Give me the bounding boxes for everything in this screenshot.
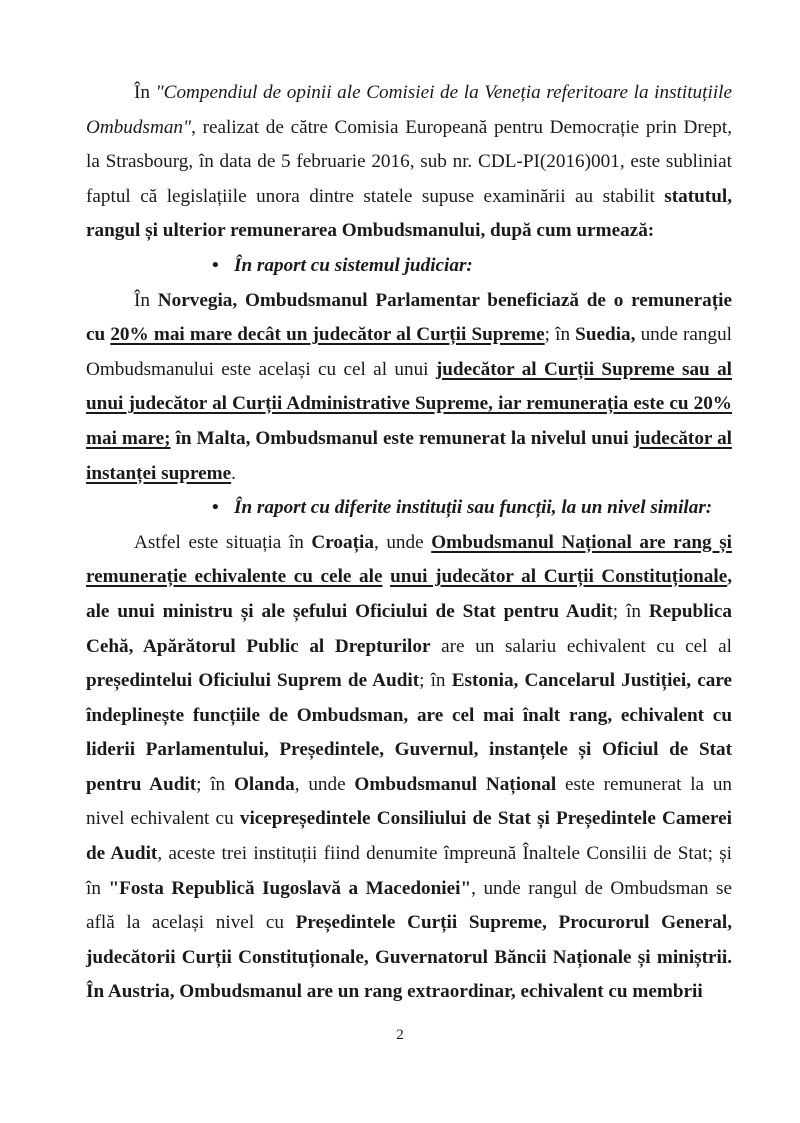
underlined-run: 20% mai mare decât un judecător al Curții Supreme bbox=[110, 324, 545, 346]
paragraph-judicial bbox=[86, 284, 732, 492]
text-run: ; în bbox=[419, 670, 452, 692]
compendium-title: "Compendiul de opinii ale Comisiei de la Veneția referitoare la instituțiile Ombudsman" bbox=[86, 82, 732, 138]
text-run: Astfel este situația în bbox=[134, 531, 312, 553]
text-run: unde rangul Ombudsmanului este același cu cel al unui bbox=[86, 324, 733, 380]
bullet-institutions bbox=[86, 491, 732, 526]
bold-run: în Malta, Ombudsmanul este remunerat la nivelul unui bbox=[170, 427, 634, 449]
bold-run: "Fosta Republică Iugoslavă a Macedoniei" bbox=[108, 877, 472, 899]
text-run: În bbox=[134, 289, 158, 311]
bold-run: Suedia, bbox=[575, 324, 636, 346]
text-run: , unde bbox=[294, 773, 355, 795]
text-run: are un salariu echivalent cu cel al bbox=[430, 635, 732, 657]
page-number: 2 bbox=[396, 1027, 404, 1043]
text-run: este remunerat la un nivel echivalent cu bbox=[86, 773, 733, 830]
bold-run: statutul, rangul și ulterior remunerarea Ombudsmanului, după cum urmează: bbox=[86, 185, 732, 242]
text-run bbox=[382, 566, 390, 587]
bold-run: Norvegia, Ombudsmanul Parlamentar beneficiază de o remunerație cu bbox=[86, 289, 733, 346]
underlined-run: Ombudsmanul Național are rang și remunerație echivalente cu cele ale bbox=[86, 531, 732, 588]
paragraph-institutions bbox=[86, 526, 732, 1010]
text-run: ; în bbox=[612, 600, 649, 622]
bullet-label: În raport cu diferite instituții sau funcții, la un nivel similar: bbox=[234, 497, 713, 519]
underlined-run: judecător al instanței supreme bbox=[86, 427, 733, 484]
paragraph-compendium bbox=[86, 76, 732, 249]
underlined-run: judecător al Curții Supreme sau al unui judecător al Curții Administrative Supreme, iar remunerația este cu 20% mai mare; bbox=[86, 358, 732, 449]
text-run: , unde rangul de Ombudsman se află la același nivel cu bbox=[86, 877, 732, 934]
text-run: , realizat de către Comisia Europeană pentru Democrație prin Drept, la Strasbourg, în data de 5 februarie 2016, sub nr. CDL-PI(2016)001, este subliniat faptul că legislațiile unora dintre statele supuse examinării au stabilit bbox=[86, 116, 732, 207]
bullet-icon: • bbox=[212, 254, 219, 276]
bullet-judicial bbox=[86, 249, 732, 284]
bold-run: Republica Cehă, Apărătorul Public al Drepturilor bbox=[86, 600, 732, 657]
text-run: În bbox=[134, 82, 156, 103]
bold-run: Estonia, Cancelarul Justiției, care îndeplinește funcțiile de Ombudsman, are cel mai înalt rang, echivalent cu liderii Parlamentului, Președintele, Guvernul, instanțele și Oficiul de Stat pentru Audit bbox=[86, 670, 733, 795]
bold-run: președintelui Oficiului Suprem de Audit bbox=[86, 670, 420, 692]
bold-run: , ale unui ministru și ale șefului Oficiului de Stat pentru Audit bbox=[86, 566, 733, 622]
text-run: , aceste trei instituții fiind denumite împreună Înaltele Consilii de Stat; și în bbox=[86, 843, 732, 899]
bold-run: Președintele Curții Supreme, Procurorul General, judecătorii Curții Constituționale, Guvernatorul Băncii Naționale și miniștrii. În Austria, Ombudsmanul are un rang extraordinar, echivalent cu membrii bbox=[86, 912, 732, 1003]
text-run: ; în bbox=[196, 773, 234, 795]
bullet-label: În raport cu sistemul judiciar: bbox=[234, 254, 473, 276]
bold-run: Olanda bbox=[233, 773, 295, 795]
underlined-run: unui judecător al Curții Constituționale bbox=[390, 566, 728, 588]
body-text bbox=[86, 76, 732, 1010]
bullet-icon: • bbox=[212, 497, 219, 519]
text-run: ; în bbox=[544, 324, 576, 346]
bold-run: vicepreședintele Consiliului de Stat și Președintele Camerei de Audit bbox=[86, 808, 732, 865]
text-run: . bbox=[231, 462, 236, 484]
bold-run: Croația bbox=[311, 531, 374, 553]
text-run: , unde bbox=[373, 531, 432, 553]
bold-run: Ombudsmanul Național bbox=[354, 773, 557, 795]
